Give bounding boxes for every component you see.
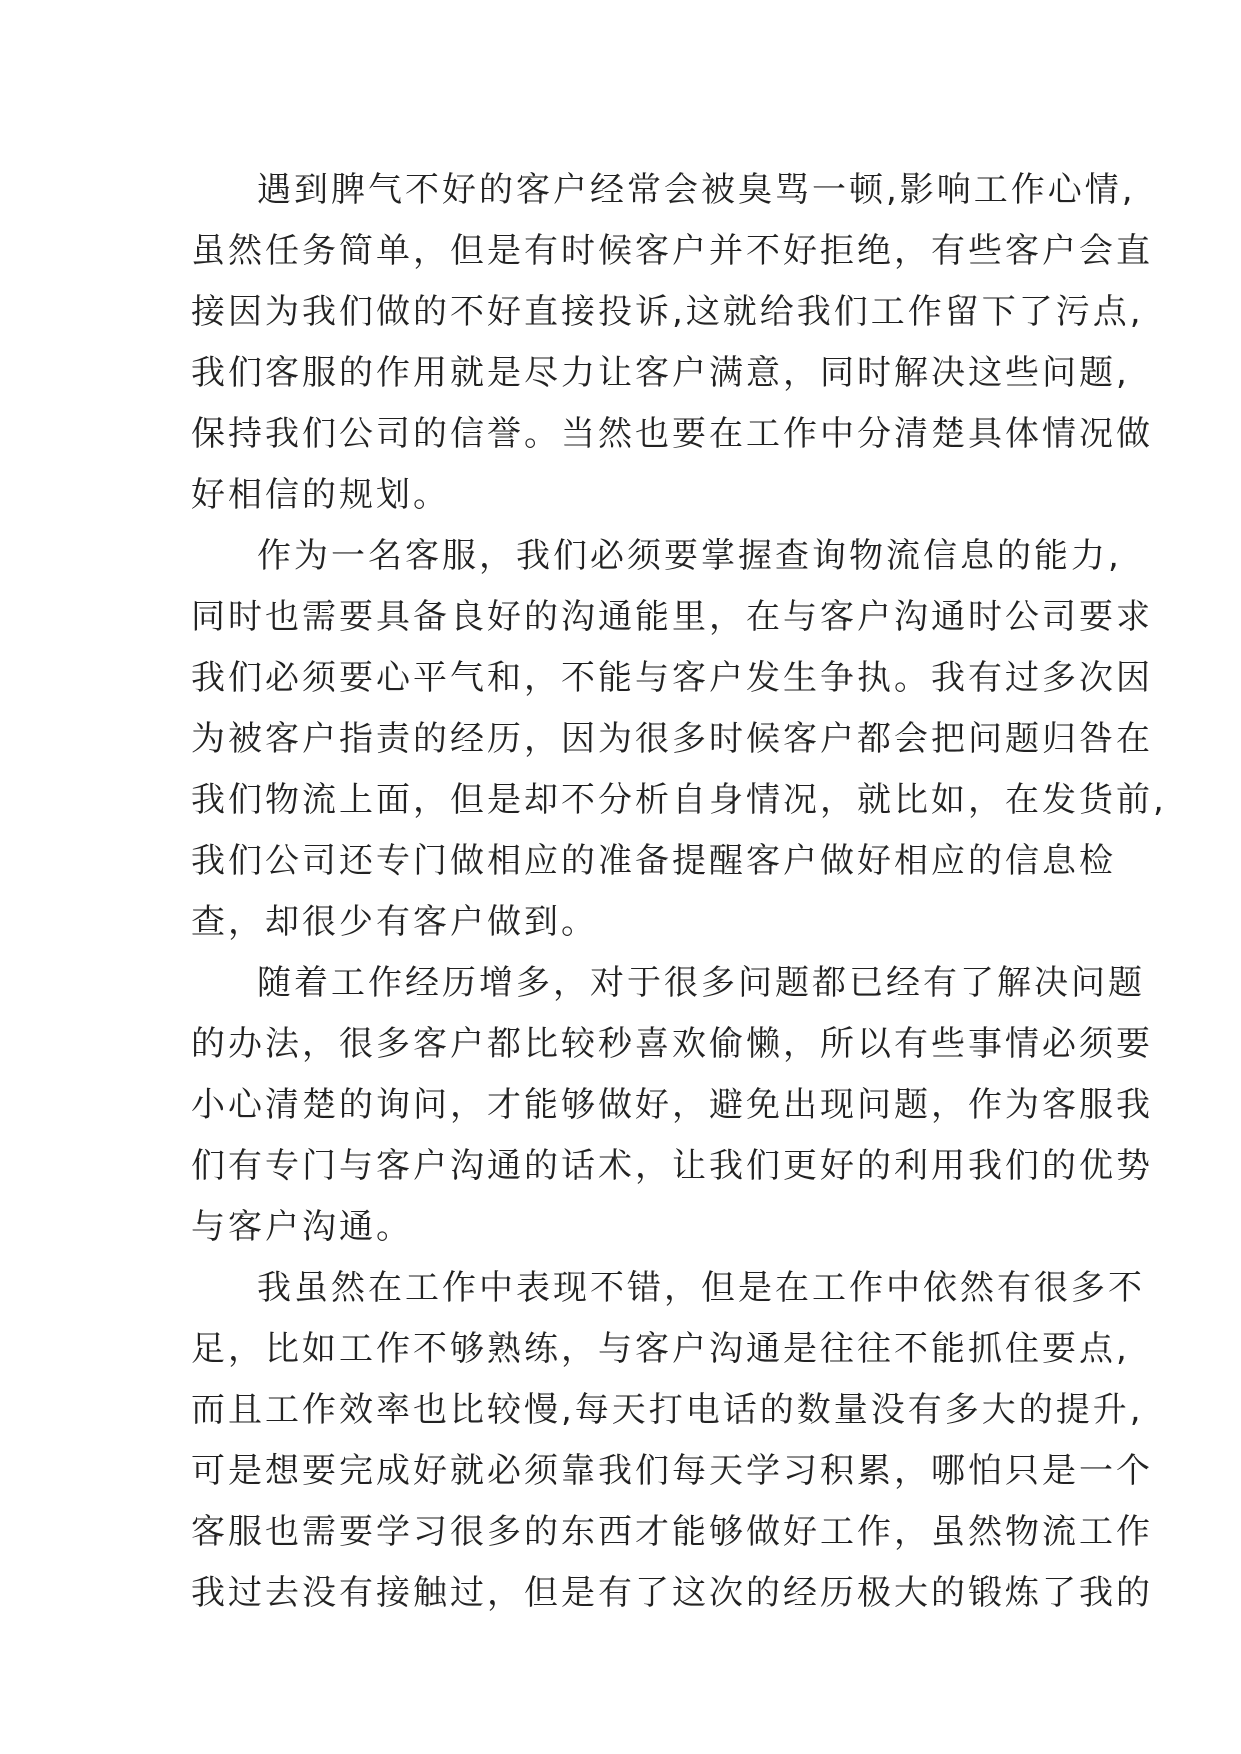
paragraph-line: 接因为我们做的不好直接投诉,这就给我们工作留下了污点,	[191, 292, 1144, 332]
paragraph-line: 们有专门与客户沟通的话术，让我们更好的利用我们的优势	[191, 1146, 1153, 1186]
paragraph-line: 为被客户指责的经历，因为很多时候客户都会把问题归咎在	[191, 719, 1153, 759]
paragraph-line: 虽然任务简单，但是有时候客户并不好拒绝，有些客户会直	[191, 231, 1153, 271]
paragraph-line: 保持我们公司的信誉。当然也要在工作中分清楚具体情况做	[191, 414, 1153, 454]
paragraph-line: 我们公司还专门做相应的准备提醒客户做好相应的信息检	[191, 841, 1116, 881]
paragraph-line: 查，却很少有客户做到。	[191, 902, 598, 942]
paragraph-line: 我们客服的作用就是尽力让客户满意，同时解决这些问题,	[191, 353, 1130, 393]
paragraph-line: 遇到脾气不好的客户经常会被臭骂一顿,影响工作心情,	[257, 170, 1136, 210]
paragraph-line: 作为一名客服，我们必须要掌握查询物流信息的能力,	[257, 536, 1122, 576]
paragraph-line: 与客户沟通。	[191, 1207, 413, 1247]
paragraph-line: 的办法，很多客户都比较秒喜欢偷懒，所以有些事情必须要	[191, 1024, 1153, 1064]
paragraph-line: 我虽然在工作中表现不错，但是在工作中依然有很多不	[257, 1268, 1145, 1308]
paragraph-line: 我们物流上面，但是却不分析自身情况，就比如，在发货前,	[191, 780, 1167, 820]
paragraph-line: 同时也需要具备良好的沟通能里，在与客户沟通时公司要求	[191, 597, 1153, 637]
paragraph-line: 小心清楚的询问，才能够做好，避免出现问题，作为客服我	[191, 1085, 1153, 1125]
paragraph-line: 足，比如工作不够熟练，与客户沟通是往往不能抓住要点,	[191, 1329, 1130, 1369]
paragraph-line: 客服也需要学习很多的东西才能够做好工作，虽然物流工作	[191, 1512, 1153, 1552]
paragraph-line: 好相信的规划。	[191, 475, 450, 515]
paragraph-line: 而且工作效率也比较慢,每天打电话的数量没有多大的提升,	[191, 1390, 1144, 1430]
paragraph-line: 可是想要完成好就必须靠我们每天学习积累，哪怕只是一个	[191, 1451, 1153, 1491]
paragraph-line: 随着工作经历增多，对于很多问题都已经有了解决问题	[257, 963, 1145, 1003]
paragraph-line: 我们必须要心平气和，不能与客户发生争执。我有过多次因	[191, 658, 1153, 698]
paragraph-line: 我过去没有接触过，但是有了这次的经历极大的锻炼了我的	[191, 1573, 1153, 1613]
